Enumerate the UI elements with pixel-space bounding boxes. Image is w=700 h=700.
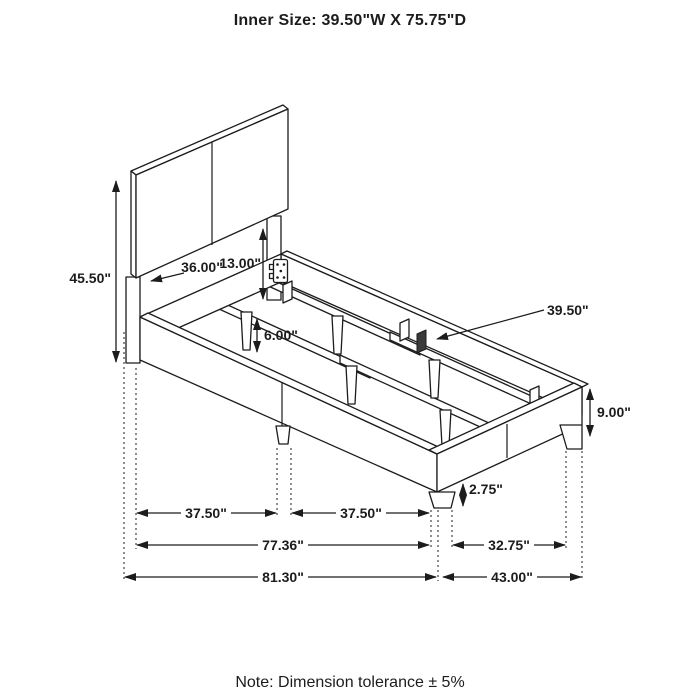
rail-bracket-dark-tab [417,330,426,353]
support-leg-2 [332,316,343,354]
dim-inner-length [137,537,429,553]
dim-footboard-span-label: 32.75" [488,537,530,553]
tolerance-note: Note: Dimension tolerance ± 5% [235,674,465,691]
dim-headboard-height [69,181,116,362]
headboard-panel-left-edge [131,171,136,278]
dim-slat-segment-right [292,505,429,521]
dim-overall-length-label: 81.30" [262,569,304,585]
inner-size-title: Inner Size: 39.50"W X 75.75"D [233,12,467,29]
dim-overall-length [125,569,436,585]
support-leg-1 [241,312,252,350]
dim-inner-width-label: 39.50" [547,302,589,318]
support-leg-3 [346,366,357,404]
dim-footboard-span [453,537,565,553]
dim-overall-width-span [443,569,581,585]
dim-overall-width-label: 43.00" [491,569,533,585]
dim-support-leg-label: 6.00" [264,327,298,343]
footboard-left-foot [429,492,455,508]
dim-inner-width [437,302,589,339]
dim-slat-segment-left [137,505,276,521]
dim-foot-height [463,481,503,506]
head-rail-bracket-tab [283,281,292,303]
rail-bracket-tab [400,319,409,341]
dim-side-rail-height [590,389,631,436]
near-rail-center-foot [276,426,290,444]
near-side-rail-face [140,317,437,492]
dim-headboard-height-label: 45.50" [69,270,111,286]
dim-panel-gap-label: 13.00" [219,255,261,271]
bed-frame-drawing [126,105,588,508]
headboard-left-post [126,277,140,363]
dim-foot-height-label: 2.75" [469,481,503,497]
dim-panel-width-label: 36.00" [181,259,223,275]
footboard-right-foot [560,425,582,449]
dim-rail-height-label: 9.00" [597,404,631,420]
dim-slat-left-label: 37.50" [185,505,227,521]
dim-inner-length-label: 77.36" [262,537,304,553]
dim-slat-right-label: 37.50" [340,505,382,521]
support-leg-4 [429,360,440,398]
